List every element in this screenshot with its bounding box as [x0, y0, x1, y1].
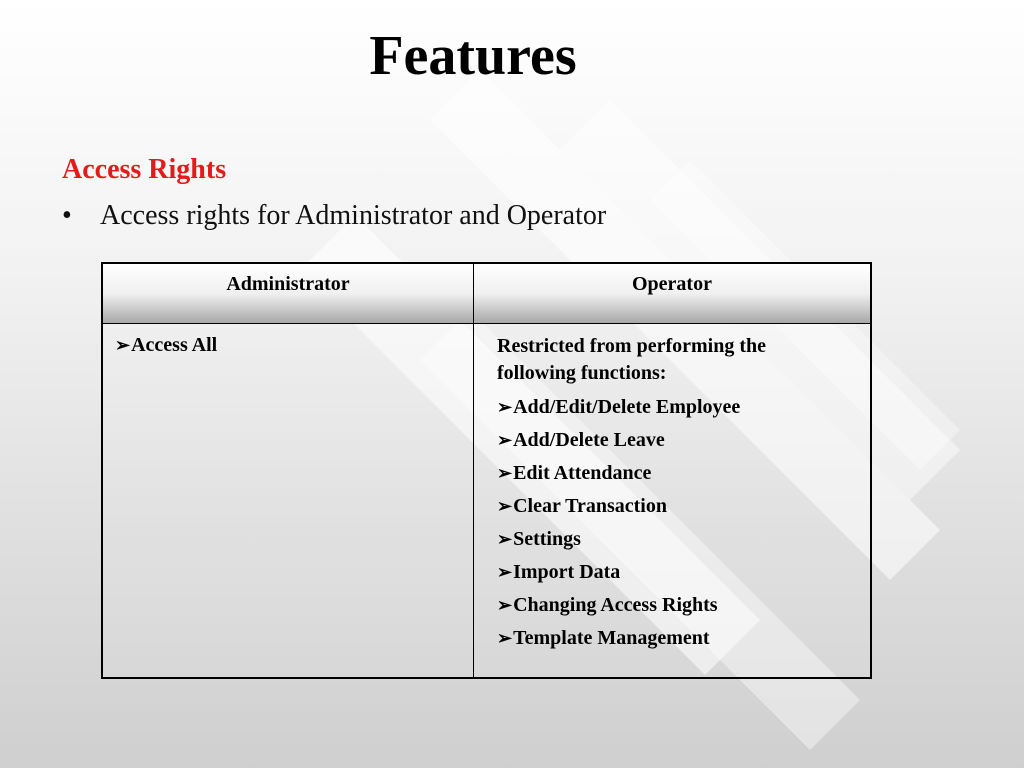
arrow-bullet-icon: ➢: [115, 335, 131, 355]
operator-item: ➢Settings: [497, 528, 581, 550]
arrow-bullet-icon: ➢: [497, 628, 513, 648]
arrow-bullet-icon: ➢: [497, 430, 513, 450]
operator-intro: Restricted from performing the following functions:: [497, 335, 766, 384]
arrow-bullet-icon: ➢: [497, 529, 513, 549]
administrator-cell: [102, 324, 474, 679]
operator-item: ➢Add/Delete Leave: [497, 429, 665, 451]
arrow-bullet-icon: ➢: [497, 397, 513, 417]
operator-item: ➢Changing Access Rights: [497, 594, 718, 616]
section-heading: Access Rights: [62, 154, 227, 185]
header-operator: Operator: [474, 263, 872, 324]
bullet-line: [62, 198, 606, 234]
table-row: [102, 324, 871, 679]
operator-item: ➢Edit Attendance: [497, 462, 652, 484]
access-rights-table: [101, 262, 872, 679]
operator-item: ➢Template Management: [497, 627, 710, 649]
arrow-bullet-icon: ➢: [497, 595, 513, 615]
arrow-bullet-icon: ➢: [497, 463, 513, 483]
page-title: Features: [369, 25, 577, 87]
operator-cell: [474, 324, 872, 679]
table-header-row: [102, 263, 871, 324]
bullet-text: Access rights for Administrator and Operator: [100, 200, 607, 231]
operator-item: ➢Import Data: [497, 561, 621, 583]
arrow-bullet-icon: ➢: [497, 496, 513, 516]
operator-item: ➢Add/Edit/Delete Employee: [497, 396, 741, 418]
arrow-bullet-icon: ➢: [497, 562, 513, 582]
header-administrator: Administrator: [102, 263, 474, 324]
bullet-marker: •: [62, 200, 72, 231]
admin-item: ➢Access All: [115, 334, 218, 356]
operator-item: ➢Clear Transaction: [497, 495, 667, 517]
